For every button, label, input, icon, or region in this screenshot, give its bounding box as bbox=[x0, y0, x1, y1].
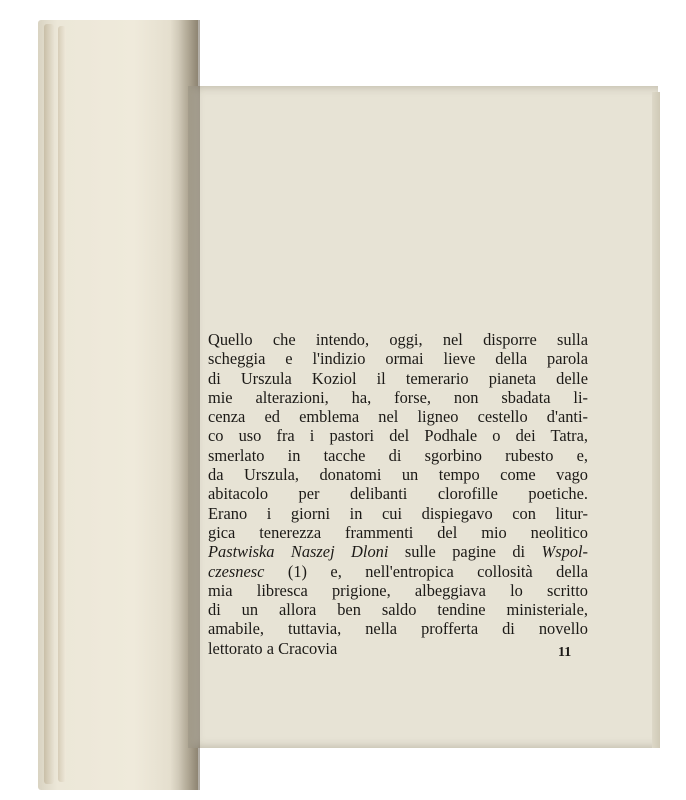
text-line: cenza ed emblema nel ligneo cestello d'anti- bbox=[208, 407, 588, 427]
italic-title: czesnesc bbox=[208, 561, 265, 581]
right-page-edge bbox=[652, 92, 660, 748]
text-line: amabile, tuttavia, nella profferta di novello bbox=[208, 619, 588, 639]
italic-title: Wspol- bbox=[541, 542, 588, 562]
text-line: Erano i giorni in cui dispiegavo con litur- bbox=[208, 503, 588, 523]
page-number: 11 bbox=[558, 645, 572, 660]
text-line: co uso fra i pastori del Podhale o dei Tatra, bbox=[208, 426, 588, 446]
italic-title: Pastwiska Naszej Dloni bbox=[208, 542, 389, 562]
text-line: lettorato a Cracovia bbox=[208, 638, 338, 658]
page-edge bbox=[44, 24, 54, 784]
text-line: Quello che intendo, oggi, nel disporre sulla bbox=[208, 330, 588, 349]
text-line bbox=[208, 562, 588, 581]
text-line: da Urszula, donatomi un tempo come vago bbox=[208, 465, 588, 485]
text-line: di Urszula Koziol il temerario pianeta delle bbox=[208, 368, 588, 388]
page-edge bbox=[58, 26, 66, 782]
text-line bbox=[208, 542, 588, 561]
text-line: scheggia e l'indizio ormai lieve della parola bbox=[208, 349, 588, 369]
body-paragraph bbox=[208, 330, 588, 658]
book-gutter bbox=[170, 20, 200, 790]
text-segment: sulle pagine di bbox=[388, 542, 542, 562]
text-segment: (1) e, nell'entropica collosità della bbox=[264, 561, 588, 581]
text-line: mia libresca prigione, albeggiava lo scritto bbox=[208, 580, 588, 600]
text-line: mie alterazioni, ha, forse, non sbadata li- bbox=[208, 387, 588, 407]
text-line: di un allora ben saldo tendine ministeriale, bbox=[208, 600, 588, 620]
text-line: smerlato in tacche di sgorbino rubesto e, bbox=[208, 445, 588, 465]
text-line: abitacolo per delibanti clorofille poetiche. bbox=[208, 484, 588, 504]
text-line: gica tenerezza frammenti del mio neolitico bbox=[208, 522, 588, 542]
